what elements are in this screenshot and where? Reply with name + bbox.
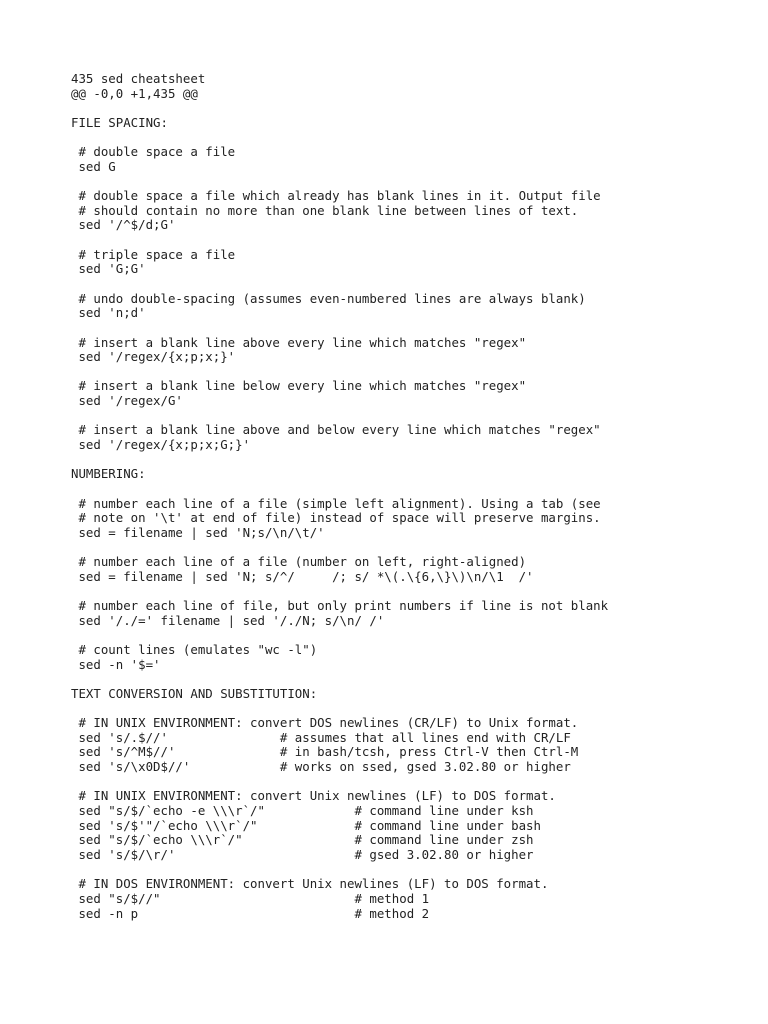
text-line: # undo double-spacing (assumes even-numbered lines are always blank) bbox=[71, 290, 586, 306]
text-line: sed 's/$/\r/' # gsed 3.02.80 or higher bbox=[71, 846, 534, 862]
text-line: # number each line of file, but only print numbers if line is not blank bbox=[71, 598, 609, 614]
text-line: # double space a file which already has blank lines in it. Output file bbox=[71, 188, 601, 204]
text-line bbox=[71, 365, 751, 380]
text-line: # triple space a file bbox=[71, 246, 236, 262]
text-line: sed = filename | sed 'N;s/\n/\t/' bbox=[71, 524, 325, 540]
text-line: sed "s/$/`echo \\\r`/" # command line under zsh bbox=[71, 832, 534, 848]
text-line: # number each line of a file (number on left, right-aligned) bbox=[71, 554, 527, 570]
text-line: sed '/^$/d;G' bbox=[71, 217, 176, 233]
text-line bbox=[71, 409, 751, 424]
text-line: # insert a blank line above and below every line which matches "regex" bbox=[71, 422, 601, 438]
text-line: 435 sed cheatsheet bbox=[71, 71, 206, 86]
document-text bbox=[71, 72, 751, 921]
text-line bbox=[71, 131, 751, 146]
text-line: FILE SPACING: bbox=[71, 114, 168, 130]
text-line bbox=[71, 321, 751, 336]
text-line: sed 's/^M$//' # in bash/tcsh, press Ctrl-V then Ctrl-M bbox=[71, 744, 579, 760]
text-line: sed '/./=' filename | sed '/./N; s/\n/ /' bbox=[71, 612, 385, 628]
text-line: # insert a blank line below every line which matches "regex" bbox=[71, 378, 527, 394]
text-line bbox=[71, 775, 751, 790]
text-line bbox=[71, 863, 751, 878]
text-line: sed 'G;G' bbox=[71, 261, 146, 277]
text-line bbox=[71, 672, 751, 687]
text-line: # note on '\t' at end of file) instead of space will preserve margins. bbox=[71, 510, 601, 526]
text-line: NUMBERING: bbox=[71, 466, 146, 482]
text-line: sed -n '$=' bbox=[71, 656, 161, 672]
text-line: sed '/regex/{x;p;x;}' bbox=[71, 349, 236, 365]
text-line: @@ -0,0 +1,435 @@ bbox=[71, 85, 198, 101]
text-line: sed 's/$'"/`echo \\\r`/" # command line under bash bbox=[71, 817, 541, 833]
text-line: sed = filename | sed 'N; s/^/ /; s/ *\(.\{6,\}\)\n/\1 /' bbox=[71, 568, 534, 584]
text-line: # insert a blank line above every line which matches "regex" bbox=[71, 334, 527, 350]
text-line bbox=[71, 277, 751, 292]
text-line: sed '/regex/{x;p;x;G;}' bbox=[71, 437, 251, 453]
text-line: sed G bbox=[71, 158, 116, 174]
text-line: # double space a file bbox=[71, 144, 236, 160]
text-line bbox=[71, 174, 751, 189]
text-line bbox=[71, 101, 751, 116]
text-line bbox=[71, 628, 751, 643]
text-line: # number each line of a file (simple left alignment). Using a tab (see bbox=[71, 495, 601, 511]
text-line bbox=[71, 541, 751, 556]
text-line bbox=[71, 453, 751, 468]
text-line: TEXT CONVERSION AND SUBSTITUTION: bbox=[71, 685, 318, 701]
text-line: sed '/regex/G' bbox=[71, 393, 183, 409]
text-line: sed "s/$//" # method 1 bbox=[71, 890, 430, 906]
text-line: sed 'n;d' bbox=[71, 305, 146, 321]
text-line: sed 's/\x0D$//' # works on ssed, gsed 3.02.80 or higher bbox=[71, 759, 571, 775]
text-line: # IN DOS ENVIRONMENT: convert Unix newlines (LF) to DOS format. bbox=[71, 876, 549, 892]
text-line bbox=[71, 482, 751, 497]
text-line bbox=[71, 702, 751, 717]
text-line: sed -n p # method 2 bbox=[71, 905, 430, 921]
text-line: # IN UNIX ENVIRONMENT: convert Unix newlines (LF) to DOS format. bbox=[71, 788, 556, 804]
text-line: sed "s/$/`echo -e \\\r`/" # command line under ksh bbox=[71, 803, 534, 819]
text-line: sed 's/.$//' # assumes that all lines end with CR/LF bbox=[71, 729, 571, 745]
text-line: # count lines (emulates "wc -l") bbox=[71, 641, 318, 657]
text-line bbox=[71, 584, 751, 599]
text-line: # IN UNIX ENVIRONMENT: convert DOS newlines (CR/LF) to Unix format. bbox=[71, 715, 579, 731]
text-line bbox=[71, 233, 751, 248]
text-line: # should contain no more than one blank line between lines of text. bbox=[71, 202, 579, 218]
